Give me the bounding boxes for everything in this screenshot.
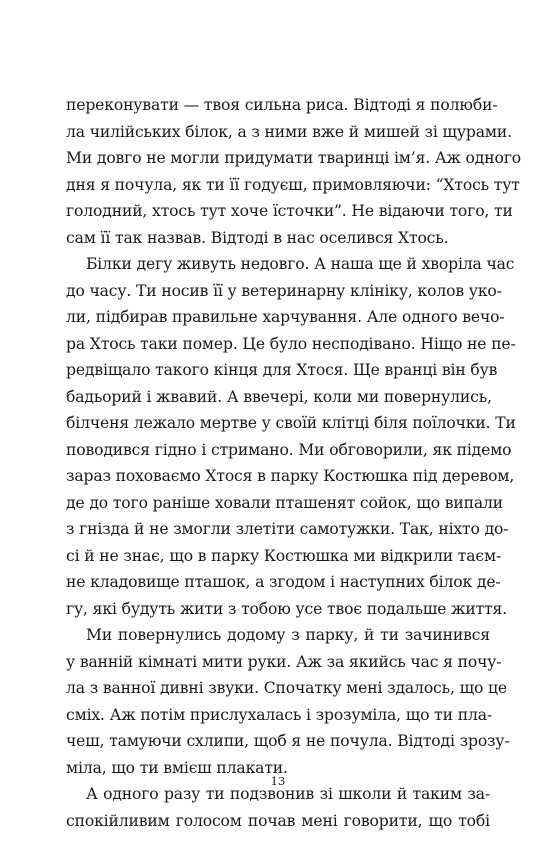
- text-line: Білки дегу живуть недовго. А наша ще й хворіла час: [86, 255, 515, 273]
- text-line: гу, які будуть жити з тобою усе твоє подальше життя.: [66, 599, 508, 618]
- text-line: голодний, хтось тут хоче їсточки”. Не відаючи того, ти: [66, 202, 513, 220]
- text-line: А одного разу ти подзвонив зі школи й таким за-: [86, 785, 490, 803]
- text-line: у ванній кімнаті мити руки. Аж за якийсь час я почу-: [66, 652, 502, 671]
- text-line: бадьорий і жвавий. А ввечері, коли ми повернулись,: [66, 387, 492, 406]
- text-line: сміх. Аж потім прислухалась і зрозуміла, що ти пла-: [66, 705, 492, 724]
- text-line: ла з ванної дивні звуки. Спочатку мені здалось, що це: [66, 679, 507, 697]
- text-line: де до того раніше ховали пташенят сойок, що випали: [66, 493, 504, 512]
- text-line: сам її так назвав. Відтоді в нас оселився Хтось.: [66, 228, 449, 247]
- text-line: редвіщало такого кінця для Хтося. Ще вранці він був: [66, 361, 498, 379]
- text-line: ра Хтось таки помер. Це було несподівано. Ніщо не пе-: [66, 334, 516, 353]
- text-line: білченя лежало мертве у своїй клітці біля поїлочки. Ти: [66, 414, 516, 432]
- text-line: ла чилійських білок, а з ними вже й мишей зі щурами.: [66, 122, 512, 141]
- text-line: до часу. Ти носив її у ветеринарну клініку, колов уко-: [66, 281, 502, 300]
- text-line: переконувати — твоя сильна риса. Відтоді я полюби-: [66, 96, 498, 114]
- page-number: 13: [270, 774, 286, 788]
- text-line: поводився гідно і стримано. Ми обговорили, як підемо: [66, 440, 512, 459]
- text-line: ли, підбирав правильне харчування. Але одного вечо-: [66, 308, 505, 326]
- text-line: з гнізда й не змогли злетіти самотужки. Так, ніхто до-: [66, 520, 509, 538]
- book-page-text: [66, 92, 521, 834]
- text-line: не кладовище пташок, а згодом і наступних білок де-: [66, 573, 501, 591]
- text-line: дня я почула, як ти її годуєш, примовляючи: “Хтось тут: [66, 175, 520, 194]
- text-line: зараз поховаємо Хтося в парку Костюшка під деревом,: [66, 467, 515, 485]
- text-line: спокійливим голосом почав мені говорити, що тобі: [66, 811, 490, 830]
- text-line: Ми довго не могли придумати тваринці ім’я. Аж одного: [66, 149, 521, 167]
- text-line: чеш, тамуючи схлипи, щоб я не почула. Відтоді зрозу-: [66, 732, 510, 750]
- text-line: Ми повернулись додому з парку, й ти зачинився: [86, 626, 490, 644]
- text-line: сі й не знає, що в парку Костюшка ми відкрили таєм-: [66, 546, 502, 565]
- text-line: міла, що ти вмієш плакати.: [66, 758, 288, 777]
